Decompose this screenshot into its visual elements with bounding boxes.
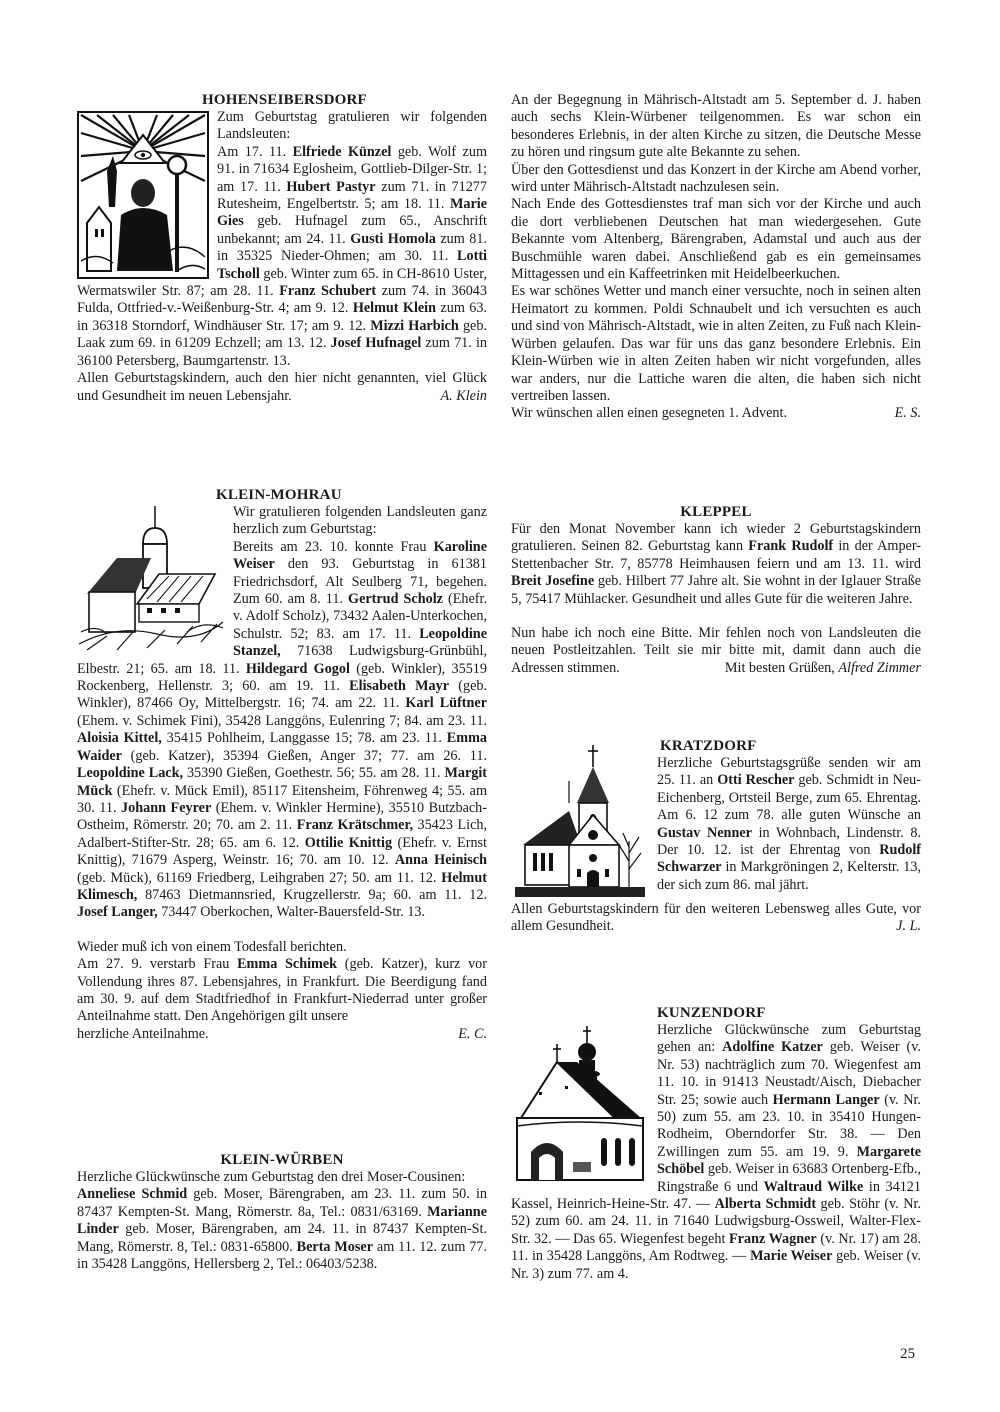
section-heading: KLEIN-WÜRBEN [220, 1152, 344, 1168]
entry-text: zum 71. in 36100 Petersberg, Baumgartenstr. 13. [77, 335, 487, 369]
entry-text: 35423 Lich, Adalbert-Stifter-Str. 28; 65. am 6. 12. [77, 817, 488, 851]
section-kleppel [511, 504, 921, 677]
person-name: Hildegard Gogol [245, 660, 350, 677]
person-name: Otti Rescher [717, 772, 795, 789]
woodcut-saint-icon [77, 111, 209, 279]
person-name: Gusti Homola [350, 230, 436, 247]
entry-text: in 34121 Kassel, Heinrich-Heine-Str. 47. — [511, 1178, 921, 1213]
signature: E. C. [458, 1025, 487, 1042]
intro-text: Wir gratulieren folgenden Landsleuten ganz herzlich zum Geburtstag: [233, 504, 487, 538]
entry-text: den 93. Geburtstag in 61381 Friedrichsdorf, Alt Seulberg 71, begehen. Zum 60. am 8. 11. [233, 556, 487, 608]
entry-text: geb. Hufnagel zum 65., Anschrift unbekannt; am 24. 11. [217, 213, 487, 247]
person-name: Hermann Langer [772, 1091, 880, 1108]
signature: J. L. [896, 918, 921, 935]
obituary-signature-line [77, 1026, 487, 1043]
page-number: 25 [900, 1346, 915, 1362]
entry-text: 71638 Ludwigsburg-Grünbühl, Elbestr. 21; 65. am 18. 11. [77, 643, 487, 677]
person-name: Margarete Schöbel [657, 1143, 921, 1178]
section-heading: KLEPPEL [680, 504, 752, 520]
person-name: Karl Lüftner [405, 695, 487, 712]
person-name: Franz Krätschmer, [296, 817, 413, 834]
person-name: Johann Feyrer [121, 799, 212, 816]
entry-text: zum 71. in 71277 Rutesheim, Engelbertstr. 5; am 18. 11. [217, 178, 487, 213]
person-name: Leopoldine Lack, [77, 765, 184, 782]
entry-text: in Wohnbach, Lindenstr. 8. Der 10. 12. ist der Ehrentag von [657, 824, 921, 859]
entry-text: in der Amper-Stettenbacher Str. 7, 85778 Heimhausen feiern und am 13. 11. wird [511, 538, 922, 572]
obituary-intro: Wieder muß ich von einem Todesfall berichten. [77, 938, 347, 955]
person-name: Josef Hufnagel [330, 335, 422, 352]
entry-text: geb. Wolf zum 91. in 71634 Eglosheim, Gottlieb-Dilger-Str. 1; am 17. 11. [217, 143, 487, 195]
person-name: Gertrud Scholz [348, 591, 443, 608]
section-hohenseibersdorf [77, 92, 487, 405]
closing-text: Wir wünschen allen einen gesegneten 1. Advent. [511, 405, 787, 422]
person-name: Franz Wagner [729, 1230, 817, 1247]
person-name: Waltraud Wilke [763, 1178, 864, 1195]
entry-text: Für den Monat November kann ich wieder 2 Geburtstagskindern gratulieren. Seinen 82. Geburtstag kann [511, 521, 921, 555]
person-name: Emma Schimek [237, 956, 338, 973]
entry-text: (geb. Katzer), kurz vor Vollendung ihres 87. Lebensjahres, in Frankfurt. Die Beerdigung fand am 30. 9. auf dem Stadtfriedhof in Frankfurt-Niederrad unter großer Anteilnahme statt. Den Angehörigen gilt unsere [77, 956, 488, 1025]
entry-text: Herzliche Glückwünsche zum Geburtstag gehen an: [657, 1022, 921, 1056]
person-name: Frank Rudolf [748, 538, 834, 555]
report-paragraph: An der Begegnung in Mährisch-Altstadt am 5. September d. J. haben auch sechs Klein-Würbener teilgenommen. Es war schon ein besonderes Erlebnis, in der alten Kirche zu sitzen, die Deutsche Messe zu hören und ringsum gute alte Bekannte zu sehen. [511, 92, 921, 161]
person-name: Lotti Tscholl [217, 248, 487, 282]
entry-text: geb. Laak zum 69. in 61209 Echzell; am 13. 12. [77, 317, 487, 352]
kleppel-text [511, 521, 921, 608]
signature: A. Klein [440, 387, 487, 404]
entry-text: zum 63. in 36318 Storndorf, Windhäuser Str. 17; am 9. 12. [77, 300, 487, 334]
person-name: Berta Moser [296, 1238, 374, 1255]
report-signature-line [511, 405, 921, 422]
section-kratzdorf [511, 738, 921, 936]
entry-text: zum 74. in 36043 Fulda, Ottfried-v.-Weißenburg-Str. 4; am 9. 12. [77, 283, 487, 317]
entry-text: (v. Nr. 17) am 28. 11. in 35428 Langgöns, Am Rodtweg. — [511, 1230, 921, 1265]
report-paragraph: Nach Ende des Gottesdienstes traf man sich vor der Kirche und auch die dort verbliebenen Deutschen hat man wiedergesehen. Gute Bekannte vom Altenberg, Bärengraben, Adamstal und auch aus der Buschmühle waren dabei. Anschließend gab es ein gemeinsames Mittagessen und ein Kaffeetrinken mit Heidelbeerkuchen. [511, 196, 921, 283]
entry-text: 35415 Pohlheim, Langgasse 15; 78. am 23. 11. [161, 730, 447, 747]
entry-text: geb. Moser, Bärengraben, am 24. 11. in 87437 Kempten-St. Mang, Römerstr. 8, Tel.: 0831-65800. [77, 1221, 487, 1255]
section-klein-wuerben-report [511, 92, 921, 423]
person-name: Ottilie Knittig [304, 834, 393, 851]
person-name: Leopoldine Stanzel, [233, 625, 487, 660]
entry-text: Bereits am 23. 10. konnte Frau [233, 538, 434, 555]
entry-text: (geb. Winkler), 87466 Oy, Mittelbergstr. 16; 74. am 22. 11. [77, 678, 488, 712]
entry-text: am 11. 12. zum 77. in 35428 Langgöns, Hellersberg 2, Tel.: 06403/5238. [77, 1238, 487, 1273]
person-name: Gustav Nenner [657, 824, 752, 841]
person-name: Josef Langer, [77, 904, 158, 921]
kratzdorf-closing [511, 901, 921, 936]
section-klein-wuerben [77, 1152, 487, 1273]
person-name: Hubert Pastyr [286, 178, 376, 195]
closing-text: Allen Geburtstagskindern für den weiteren Lebensweg alles Gute, vor allem Gesundheit. [511, 901, 921, 935]
person-name: Marie Weiser [750, 1248, 833, 1265]
person-name: Adolfine Katzer [722, 1039, 823, 1056]
section-heading: KRATZDORF [660, 738, 757, 754]
person-name: Alberta Schmidt [714, 1196, 817, 1213]
request-text: Nun habe ich noch eine Bitte. Mir fehlen noch von Landsleuten die neuen Postleitzahlen. Teilt sie mir bitte mit, damit dann auch die Adressen stimmen. [511, 625, 921, 676]
entry-text: geb. Hilbert 77 Jahre alt. Sie wohnt in der Iglauer Straße 5, 75417 Mühlacker. Gesundheit und alles Gute für die weiteren Jahre. [511, 573, 922, 607]
klein-wuerben-text [77, 1186, 487, 1273]
kleppel-request [511, 625, 921, 677]
section-heading: KLEIN-MOHRAU [216, 487, 342, 503]
entry-text: Am 17. 11. [217, 143, 293, 160]
greeting-signature [725, 660, 921, 677]
person-name: Rudolf Schwarzer [657, 842, 921, 876]
person-name: Franz Schubert [279, 283, 377, 300]
entry-text: (Ehefr. v. Ernst Knittig), 71679 Asperg, Weinstr. 16; 70. am 10. 12. [77, 834, 487, 869]
chapel-icon [511, 741, 649, 899]
section-heading: KUNZENDORF [657, 1005, 766, 1021]
entry-text: geb. Moser, Bärengraben, am 23. 11. zum 50. in 87437 Kempten-St. Mang, Römerstr. 8a, Tel.: 0831/63169. [77, 1186, 487, 1220]
entry-text: (geb. Mück), 61169 Friedberg, Leihgraben 27; 50. am 11. 12. [77, 869, 442, 886]
person-name: Helmut Klein [352, 300, 437, 317]
entry-text: 35390 Gießen, Goethestr. 56; 55. am 28. 11. [183, 765, 445, 782]
person-name: Marianne Linder [77, 1203, 487, 1238]
person-name: Margit Mück [77, 765, 488, 799]
entry-text: (Ehefr. v. Adolf Scholz), 73432 Aalen-Unterkochen, Schulstr. 52; 83. am 17. 11. [233, 591, 487, 642]
section-klein-mohrau [77, 487, 487, 1043]
entry-text: (geb. Winkler), 35519 Rockenberg, Hellenstr. 3; 60. am 19. 11. [77, 660, 487, 695]
intro-text: Zum Geburtstag gratulieren wir folgenden Landsleuten: [217, 109, 487, 143]
person-name: Anneliese Schmid [77, 1186, 188, 1203]
entry-text: Herzliche Geburtstagsgrüße senden wir am 25. 11. an [657, 755, 921, 789]
closing-text: Allen Geburtstagskindern, auch den hier nicht genannten, viel Glück und Gesundheit im neuen Lebensjahr. [77, 370, 487, 404]
person-name: Emma Waider [77, 730, 487, 764]
person-name: Mizzi Harbich [370, 317, 459, 334]
person-name: Marie Gies [217, 196, 487, 230]
entry-text: (geb. Katzer), 35394 Gießen, Anger 37; 77. am 26. 11. [121, 747, 487, 764]
entry-text: geb. Weiser in 63683 Ortenberg-Efb., Ringstraße 6 und [657, 1161, 921, 1195]
entry-text: (Ehefr. v. Mück Emil), 85117 Eitensheim, Föhrenweg 4; 55. am 30. 11. [77, 782, 487, 816]
entry-text: geb. Winter zum 65. in CH-8610 Uster, Wermatswiler Str. 87; am 28. 11. [77, 265, 487, 300]
entry-text: (Ehem. v. Schimek Fini), 35428 Langgöns, Eulenring 7; 84. am 23. 11. [77, 712, 487, 729]
baroque-church-icon [511, 1022, 649, 1182]
section-kunzendorf [511, 1005, 921, 1283]
person-name: Aloisia Kittel, [77, 730, 162, 747]
person-name: Elfriede Künzel [292, 143, 392, 160]
person-name: Elisabeth Mayr [349, 678, 450, 695]
entry-text: geb. Weiser (v. Nr. 53) nachträglich zum 70. Wiegenfest am 11. 10. in 91413 Neustadt/Aisch, Diebacher Str. 25; sowie auch [657, 1039, 921, 1108]
church-on-hill-icon [77, 504, 227, 654]
entry-text: Am 27. 9. verstarb Frau [77, 956, 238, 973]
entry-text: geb. Weiser (v. Nr. 3) zum 77. am 4. [511, 1248, 921, 1282]
closing-paragraph [77, 370, 487, 405]
obituary-end-text: herzliche Anteilnahme. [77, 1025, 209, 1042]
signature: E. S. [894, 405, 921, 422]
greeting-text: Mit besten Grüßen, [724, 659, 835, 676]
entry-text: 87463 Dietmannsried, Krugzellerstr. 9a; 60. am 11. 12. [137, 886, 487, 903]
obituary-text [77, 956, 487, 1026]
entry-text: geb. Schmidt in Neu-Eichenberg, Ortsteil Berge, zum 65. Ehrentag. Am 6. 12 zum 78. alle guten Wünsche an [657, 772, 921, 824]
entry-text: in Markgröningen 2, Kelterstr. 13, der sich zum 86. mal jährt. [657, 859, 921, 893]
section-heading: HOHENSEIBERSDORF [202, 92, 367, 108]
entry-text: geb. Stöhr (v. Nr. 52) zum 60. am 24. 11. in 71640 Ludwigsburg-Ossweil, Walter-Flex-Str. 32. — Das 65. Wiegenfest begeht [511, 1196, 922, 1247]
report-paragraph: Es war schönes Wetter und manch einer versuchte, noch in seinen alten Heimatort zu kommen. Poldi Schnaubelt und ich versuchten es auch und sind von Mährisch-Altstadt, wie in alten Zeiten, zu Fuß nach Klein-Würben gelaufen. Das war für uns das ganz besondere Erlebnis. Ein Klein-Würben wie in alten Zeiten haben wir nicht vorgefunden, alles war anders, nur die Lattiche waren die alten, die haben sich nicht vertreiben lassen. [511, 283, 921, 404]
report-paragraph: Über den Gottesdienst und das Konzert in der Kirche am Abend vorher, wird unter Mährisch-Altstadt nachzulesen sein. [511, 161, 921, 196]
person-name: Karoline Weiser [233, 538, 487, 573]
entry-text: (v. Nr. 50) zum 55. am 23. 10. in 35410 Hungen-Rodheim, Oberndorfer Str. 38. — Den Zwillingen zum 55. am 19. 9. [657, 1091, 921, 1160]
entry-text: zum 81. in 35325 Nieder-Ohmen; am 30. 11. [217, 230, 487, 265]
entry-text: (Ehem. v. Winkler Hermine), 35510 Butzbach-Ostheim, Römerstr. 20; 70. am 2. 11. [77, 799, 487, 834]
entry-text: 73447 Oberkochen, Walter-Bauersfeld-Str. 13. [157, 904, 426, 921]
klein-wuerben-intro: Herzliche Glückwünsche zum Geburtstag den drei Moser-Cousinen: [77, 1169, 466, 1185]
person-name: Helmut Klimesch, [77, 869, 487, 903]
person-name: Anna Heinisch [394, 852, 487, 869]
signature: Alfred Zimmer [838, 659, 921, 676]
person-name: Breit Josefine [511, 573, 595, 590]
